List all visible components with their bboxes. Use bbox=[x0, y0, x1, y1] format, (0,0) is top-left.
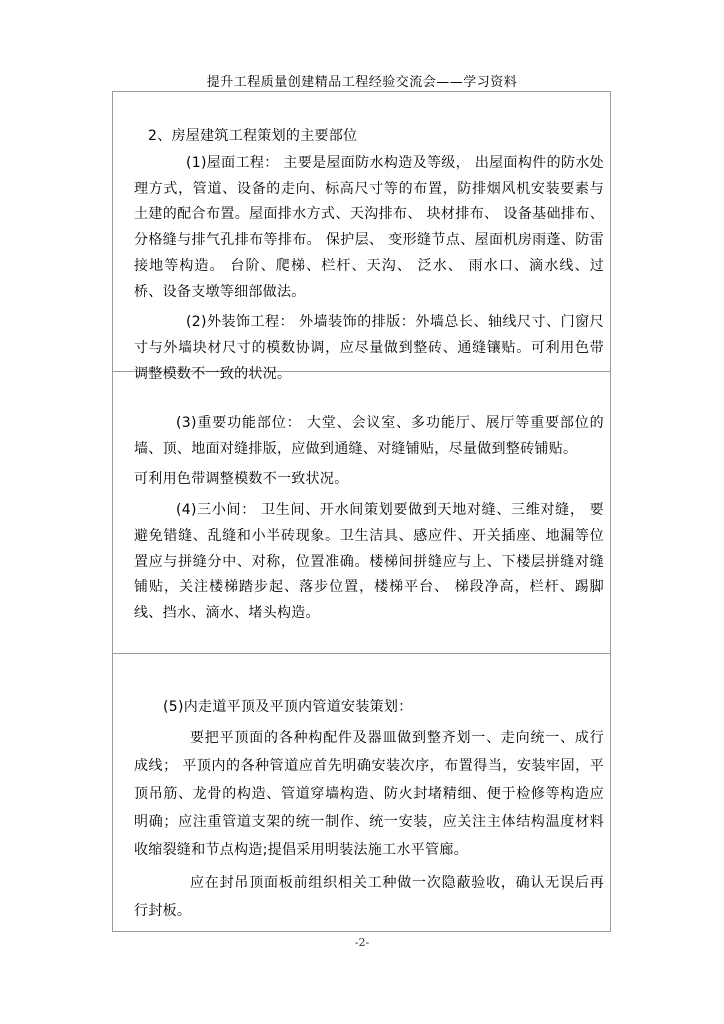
section-title: (5)内走道平顶及平顶内管道安装策划： bbox=[163, 699, 413, 715]
inspection-paragraph: 应在封吊顶面板前组织相关工种做一次隐蔽验收，确认无误后再行封板。 bbox=[134, 875, 604, 919]
page-number: -2- bbox=[354, 936, 370, 949]
ceiling-paragraph: 要把平顶面的各种构配件及器皿做到整齐划一、走向统一、成行成线； 平顶内的各种管道应首先明确安装次序，布置得当，安装牢固，平顶吊筋、龙骨的构造、管道穿墙构造、防火封堵精细、便于检修等构造应明确；应注重管道支架的统一制作、统一安装，应关注主体结构温度材料收缩裂缝和节点构造;提倡采用明装法施工水平管廊。 bbox=[134, 730, 604, 858]
three-rooms-paragraph: (4)三小间： 卫生间、开水间策划要做到天地对缝、三维对缝， 要避免错缝、乱缝和小半砖现象。卫生洁具、感应件、开关插座、地漏等位置应与拼缝分中、对称，位置准确。楼梯间拼缝应与上、下楼层拼缝对缝铺贴，关注楼梯踏步起、落步位置，楼梯平台、 梯段净高，栏杆、踢脚线、挡水、滴水、堵头构造。 bbox=[134, 502, 604, 621]
roof-paragraph: (1)屋面工程： 主要是屋面防水构造及等级， 出屋面构件的防水处理方式，管道、设备的走向、标高尺寸等的布置，防排烟风机安装要素与土建的配合布置。屋面排水方式、天沟排布、 块材排布、 设备基础排布、分格缝与排气孔排布等排布。 保护层、 变形缝节点、屋面机房雨蓬、防雷接地等构造。 台阶、爬梯、栏杆、天沟、 泛水、 雨水口、滴水线、过桥、设备支墩等细部做法。 bbox=[134, 155, 604, 300]
section-divider bbox=[112, 653, 611, 654]
key-areas-paragraph: (3)重要功能部位： 大堂、会议室、多功能厅、展厅等重要部位的墙、顶、地面对缝排版，应做到通缝、对缝铺贴，尽量做到整砖铺贴。 bbox=[134, 415, 604, 457]
section-key-areas bbox=[134, 411, 604, 632]
section-building-planning bbox=[134, 124, 604, 392]
facade-paragraph: (2)外装饰工程： 外墙装饰的排版：外墙总长、轴线尺寸、门窗尺寸与外墙块材尺寸的模数协调，应尽量做到整砖、通缝镶贴。可利用色带调整模数不一致的状况。 bbox=[134, 314, 604, 382]
section-title: 2、房屋建筑工程策划的主要部位 bbox=[148, 128, 358, 144]
key-areas-note: 可利用色带调整模数不一致状况。 bbox=[134, 471, 349, 488]
page-header: 提升工程质量创建精品工程经验交流会——学习资料 bbox=[206, 75, 518, 90]
section-ceiling-planning bbox=[134, 695, 604, 930]
